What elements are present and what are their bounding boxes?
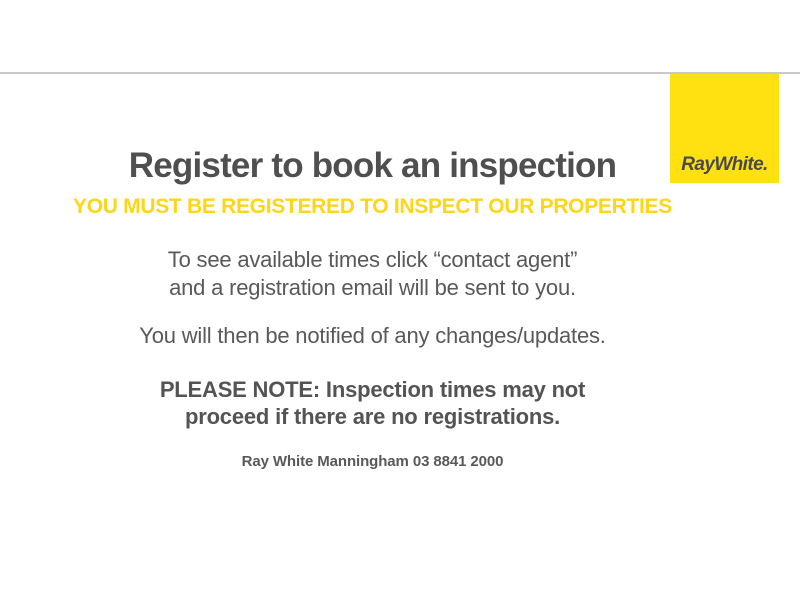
page-title: Register to book an inspection xyxy=(128,146,617,185)
registration-warning-subtitle: YOU MUST BE REGISTERED TO INSPECT OUR PROPERTIES xyxy=(73,195,672,218)
raywhite-logo-text: RayWhite. xyxy=(681,154,768,175)
please-note-line-1: PLEASE NOTE: Inspection times may not xyxy=(159,377,586,402)
instructions-line-1: To see available times click “contact agent” xyxy=(167,247,578,272)
notification-paragraph: You will then be notified of any changes/updates. xyxy=(139,323,606,348)
office-contact-line: Ray White Manningham 03 8841 2000 xyxy=(241,453,504,470)
please-note-line-2: proceed if there are no registrations. xyxy=(184,404,561,429)
instructions-line-2: and a registration email will be sent to you. xyxy=(169,275,576,300)
please-note-paragraph xyxy=(0,376,745,430)
instructions-paragraph xyxy=(0,246,745,302)
